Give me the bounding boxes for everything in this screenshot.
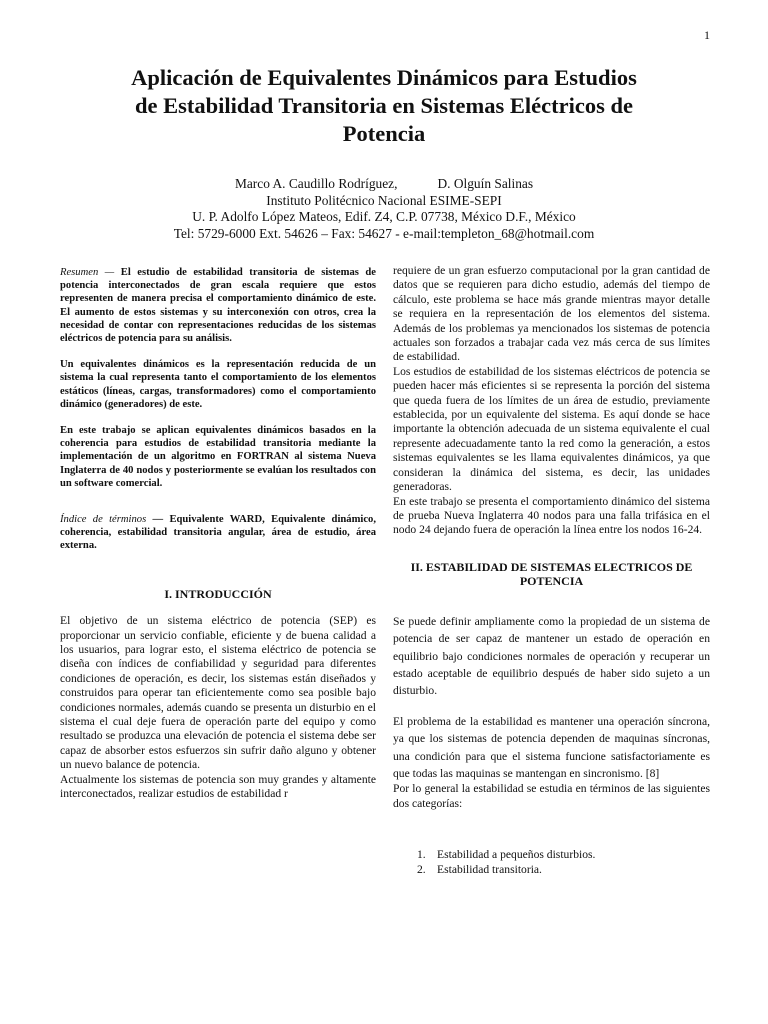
- section-2-body: [393, 613, 710, 783]
- body-paragraph: El problema de la estabilidad es mantener una operación síncrona, ya que los sistemas de potencia dependen de maquinas síncronas, una condición para que el sistema funcione satisfactoriamente es que todas las maquinas se mantengan en sincronismo. [8]: [393, 714, 710, 780]
- title-line: Potencia: [342, 121, 426, 146]
- author-address: U. P. Adolfo López Mateos, Edif. Z4, C.P. 07738, México D.F., México: [192, 209, 576, 224]
- body-paragraph: Se puede definir ampliamente como la propiedad de un sistema de potencia de ser capaz de mantener un estado de operación en equilibrio bajo condiciones normales de operación y recuperar un estado aceptable de equilibrio después de haber sido sujeto a un disturbio.: [393, 614, 710, 698]
- left-column: [60, 266, 376, 801]
- author-block: [60, 176, 708, 242]
- paper-title: [90, 64, 678, 148]
- abstract-paragraph: Resumen — El estudio de estabilidad transitoria de sistemas de potencia interconectados de gran escala requiere que estos representen de manera precisa el comportamiento dinámico de este. El aumento de estos sistemas y su interconexión con otros, crea la necesidad de contar con representaciones reducidas de los sistemas eléctricos de potencia para su análisis.: [60, 267, 377, 345]
- body-paragraph: El objetivo de un sistema eléctrico de potencia (SEP) es proporcionar un servicio confiable, eficiente y de buena calidad a los usuarios, para lograr esto, el sistema eléctrico de potencia se diseña con índices de confiabilidad y seguridad para diferentes condiciones de operación, es decir, los sistemas están diseñados y construidos para operar tan eficientemente como sea posible bajo condiciones normales, además cuando se presenta un disturbio en el sistema el cual deje fuera de operación parte del equipo y como resultado se produzca una elevación de potencia el sistema debe ser capaz de absorber estos esfuerzos sin sufrir daño alguno y obtener un nuevo balance de potencia.: [60, 614, 376, 772]
- abstract: [60, 266, 376, 553]
- author-name: Marco A. Caudillo Rodríguez,: [234, 176, 398, 191]
- right-column: [393, 264, 710, 877]
- author-institution: Instituto Politécnico Nacional ESIME-SEPI: [266, 192, 502, 208]
- section-heading-introduction: I. INTRODUCCIÓN: [164, 586, 272, 601]
- author-name: D. Olguín Salinas: [437, 176, 534, 191]
- abstract-label: Resumen —: [60, 267, 115, 278]
- abstract-paragraph: En este trabajo se aplican equivalentes dinámicos basados en la coherencia para estudios de estabilidad transitoria mediante la implementación de un algoritmo en FORTRAN al sistema Nueva Inglaterra de 40 nodos y posteriormente se evalúan los resultados con un software comercial.: [60, 425, 376, 489]
- index-terms-label: Índice de términos: [60, 514, 147, 526]
- section-heading-stability: II. ESTABILIDAD DE SISTEMAS ELECTRICOS DE POTENCIA: [410, 559, 693, 589]
- title-line: Aplicación de Equivalentes Dinámicos para Estudios: [131, 65, 637, 90]
- body-paragraph: Por lo general la estabilidad se estudia en términos de las siguientes dos categorías:: [393, 782, 710, 810]
- abstract-paragraph: Un equivalentes dinámicos es la representación reducida de un sistema la cual representa tanto el comportamiento de los elementos estáticos (líneas, cargas, transformadores) como el comportamiento dinámico (generadores) de este.: [60, 359, 376, 410]
- body-paragraph: En este trabajo se presenta el comportamiento dinámico del sistema de prueba Nueva Inglaterra 40 nodos para una falla trifásica en el nodo 24 dejando fuera de operación la línea entre los nodos 16-24.: [393, 494, 710, 537]
- body-paragraph: requiere de un gran esfuerzo computacional por la gran cantidad de datos que se requieren para dicho estudio, además del tiempo de cálculo, este problema se hace más grande mientras mayor detalle se requiera en la representación de los elementos del sistema. Además de los problemas ya mencionados los sistemas de potencia actuales son forzados a trabajar cada vez más cerca de sus límites de estabilidad.: [393, 264, 710, 364]
- numbered-list: [393, 847, 710, 877]
- list-item: 1. Estabilidad a pequeños disturbios.: [417, 848, 596, 862]
- author-contact: Tel: 5729-6000 Ext. 54626 – Fax: 54627 - e-mail:templeton_68@hotmail.com: [173, 225, 595, 241]
- body-paragraph: Los estudios de estabilidad de los sistemas eléctricos de potencia se pueden hacer más eficientes si se representa la porción del sistema que queda fuera de los límites de un área de estudio, previamente establecida, por un equivalente del sistema. Es aquí donde se hace importante la obtención adecuada de un sistema equivalente el cual represente adecuadamente tanto la red como la generación, a estos sistemas equivalentes se les llama equivalentes dinámicos, ya que consideran la dinámica del sistema, es decir, las unidades generadoras.: [393, 364, 710, 494]
- body-paragraph: Actualmente los sistemas de potencia son muy grandes y altamente interconectados, realizar estudios de estabilidad r: [60, 772, 376, 801]
- page-number: 1: [704, 28, 710, 42]
- list-item: 2. Estabilidad transitoria.: [417, 863, 542, 877]
- title-line: de Estabilidad Transitoria en Sistemas Eléctricos de: [135, 93, 633, 118]
- author-names: [60, 176, 708, 193]
- index-terms: Índice de términos — Equivalente WARD, Equivalente dinámico, coherencia, estabilidad transitoria angular, área de estudio, área externa.: [60, 514, 376, 552]
